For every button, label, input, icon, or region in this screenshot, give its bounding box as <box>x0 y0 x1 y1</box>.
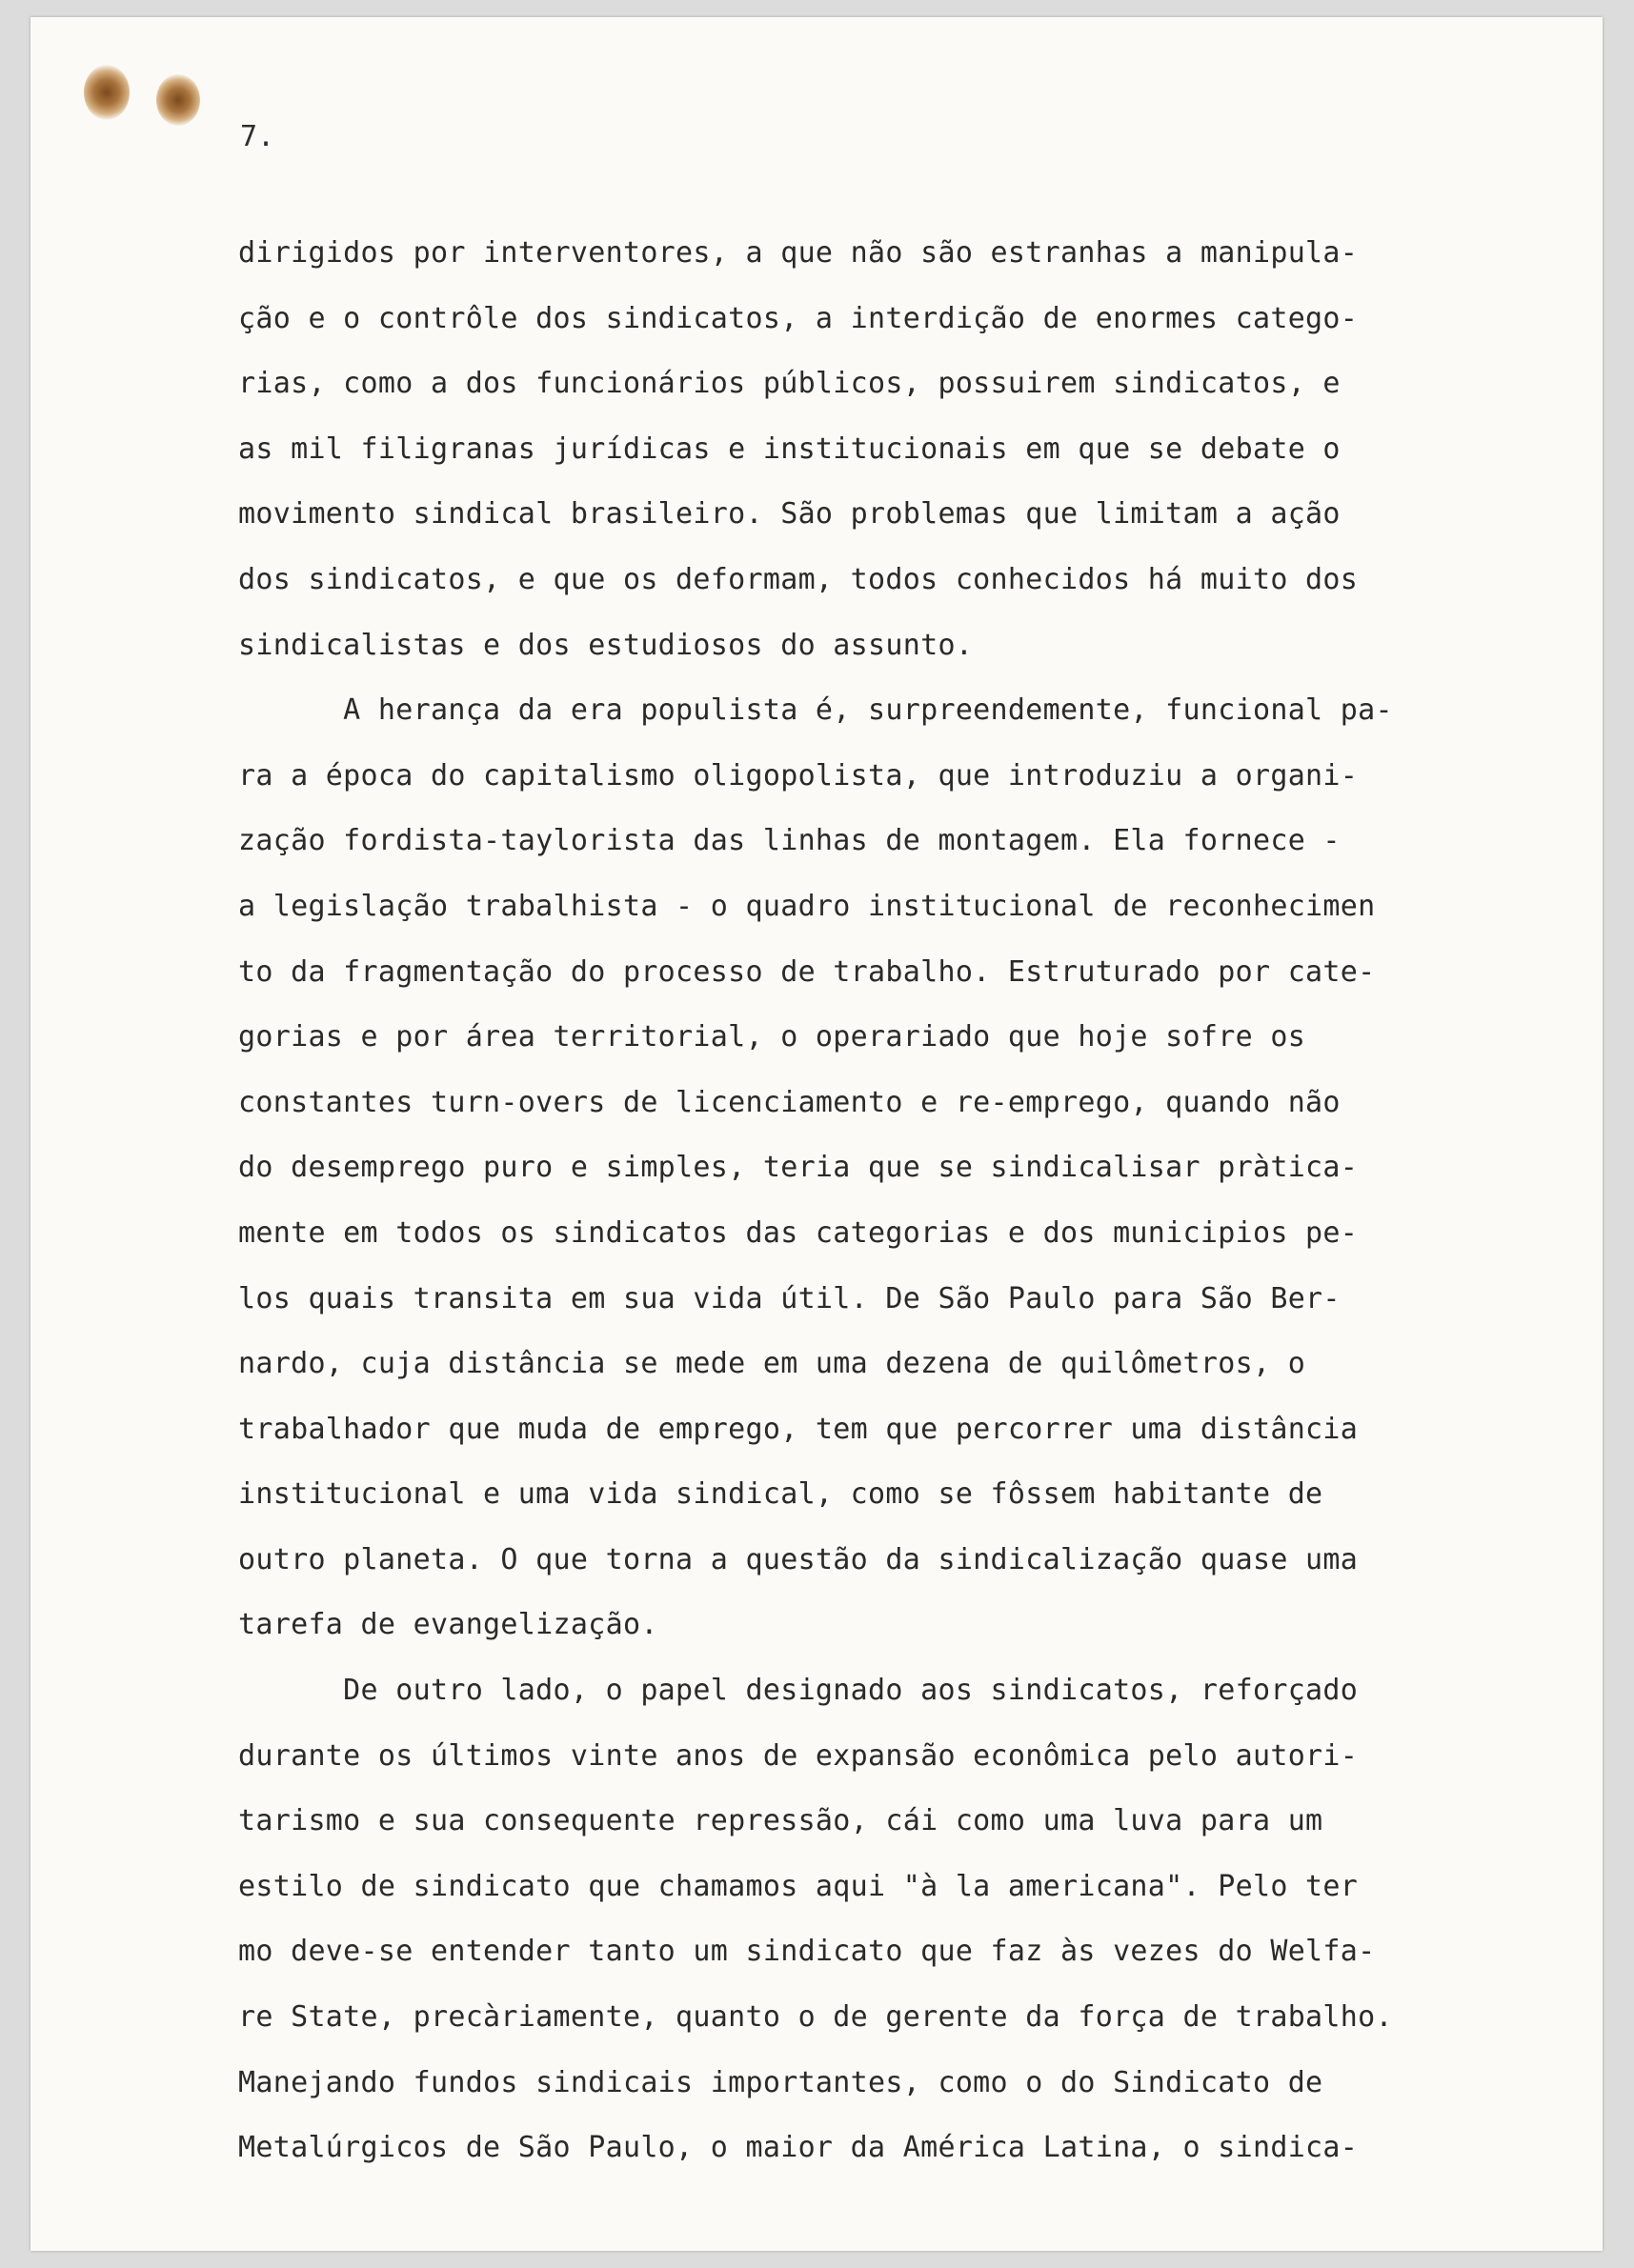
text-line: Metalúrgicos de São Paulo, o maior da América Latina, o sindica- <box>238 2131 1359 2165</box>
paragraph <box>238 1658 1572 2181</box>
text-line: durante os últimos vinte anos de expansão econômica pelo autori- <box>238 1738 1359 1773</box>
text-line: ção e o contrôle dos sindicatos, a interdição de enormes catego- <box>238 301 1359 335</box>
text-line: institucional e uma vida sindical, como se fôssem habitante de <box>238 1477 1323 1512</box>
text-line: Manejando fundos sindicais importantes, como o do Sindicato de <box>238 2065 1323 2099</box>
document-body <box>238 221 1572 2181</box>
text-line: outro planeta. O que torna a questão da sindicalização quase uma <box>238 1542 1359 1576</box>
text-line: gorias e por área territorial, o operariado que hoje sofre os <box>238 1020 1306 1054</box>
text-line: trabalhador que muda de emprego, tem que percorrer uma distância <box>238 1412 1359 1446</box>
binder-hole-stain <box>84 65 130 120</box>
text-line: nardo, cuja distância se mede em uma dezena de quilômetros, o <box>238 1347 1306 1381</box>
text-line: mente em todos os sindicatos das categorias e dos municipios pe- <box>238 1215 1359 1250</box>
text-line: a legislação trabalhista - o quadro institucional de reconhecimen <box>238 889 1376 923</box>
text-line: do desemprego puro e simples, teria que se sindicalisar pràtica- <box>238 1151 1359 1185</box>
text-line: sindicalistas e dos estudiosos do assunto. <box>238 628 974 662</box>
paragraph <box>238 221 1572 678</box>
text-line: los quais transita em sua vida útil. De São Paulo para São Ber- <box>238 1281 1341 1315</box>
text-line: dos sindicatos, e que os deformam, todos conhecidos há muito dos <box>238 562 1359 596</box>
text-line: estilo de sindicato que chamamos aqui "à la americana". Pelo ter <box>238 1869 1359 1903</box>
text-line: tarefa de evangelização. <box>238 1608 658 1642</box>
binder-hole-stain <box>156 74 200 126</box>
text-line: movimento sindical brasileiro. São problemas que limitam a ação <box>238 497 1341 532</box>
text-line: to da fragmentação do processo de trabalho. Estruturado por cate- <box>238 954 1376 989</box>
text-line: A herança da era populista é, surpreendemente, funcional pa- <box>238 693 1393 728</box>
paragraph <box>238 678 1572 1658</box>
text-line: mo deve-se entender tanto um sindicato que faz às vezes do Welfa- <box>238 1935 1376 1969</box>
text-line: constantes turn-overs de licenciamento e re-emprego, quando não <box>238 1085 1341 1119</box>
page-number: 7. <box>240 120 275 153</box>
text-line: re State, precàriamente, quanto o de gerente da força de trabalho. <box>238 2000 1393 2035</box>
text-line: ra a época do capitalismo oligopolista, que introduziu a organi- <box>238 758 1359 793</box>
text-line: zação fordista-taylorista das linhas de montagem. Ela fornece - <box>238 824 1341 858</box>
text-line: tarismo e sua consequente repressão, cái como uma luva para um <box>238 1804 1323 1838</box>
text-line: rias, como a dos funcionários públicos, possuirem sindicatos, e <box>238 367 1341 401</box>
text-line: as mil filigranas jurídicas e institucionais em que se debate o <box>238 432 1341 466</box>
text-line: De outro lado, o papel designado aos sindicatos, reforçado <box>238 1674 1359 1708</box>
text-line: dirigidos por interventores, a que não são estranhas a manipula- <box>238 236 1359 270</box>
